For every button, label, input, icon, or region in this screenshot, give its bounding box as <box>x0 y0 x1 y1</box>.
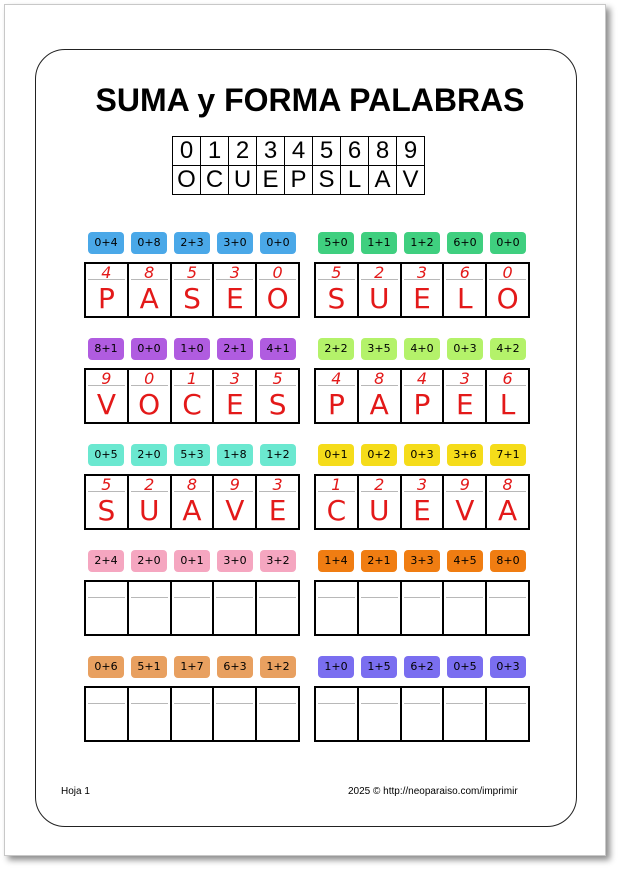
addition-tag: 3+2 <box>260 550 296 572</box>
addition-tag: 8+1 <box>88 338 124 360</box>
answer-letter: S <box>183 282 201 315</box>
answer-grid <box>314 686 530 742</box>
key-letter-cell: C <box>201 166 229 195</box>
key-letter-cell: A <box>369 166 397 195</box>
answer-cell[interactable] <box>316 476 359 528</box>
answer-number: 9 <box>459 475 470 494</box>
answer-letter: E <box>413 494 431 527</box>
cell-guide-line <box>131 703 168 704</box>
key-letter-cell: U <box>229 166 257 195</box>
cell-guide-line <box>489 597 526 598</box>
answer-number: 3 <box>416 475 428 494</box>
answer-number: 2 <box>144 475 155 494</box>
addition-tag: 1+2 <box>260 444 296 466</box>
answer-cell[interactable] <box>172 476 215 528</box>
answer-number: 2 <box>374 475 385 494</box>
answer-letter: A <box>139 282 159 315</box>
addition-tag: 0+2 <box>361 444 397 466</box>
answer-number: 3 <box>229 263 240 282</box>
answer-cell[interactable] <box>172 370 215 422</box>
cell-guide-line <box>88 703 125 704</box>
answer-letter: O <box>138 388 161 421</box>
answer-number: 0 <box>144 369 155 388</box>
addition-tag: 2+4 <box>88 550 124 572</box>
answer-cell[interactable] <box>172 688 215 740</box>
addition-tag: 0+3 <box>490 656 526 678</box>
cell-guide-line <box>489 703 526 704</box>
addition-tag: 4+1 <box>260 338 296 360</box>
answer-grid <box>84 474 300 530</box>
answer-cell[interactable] <box>316 370 359 422</box>
addition-tag: 2+1 <box>217 338 253 360</box>
key-letter-cell: E <box>257 166 285 195</box>
addition-tag: 0+8 <box>131 232 167 254</box>
answer-letter: L <box>499 388 516 421</box>
addition-tag: 0+3 <box>447 338 483 360</box>
cell-guide-line <box>318 597 355 598</box>
addition-tag: 2+0 <box>131 444 167 466</box>
answer-grid <box>84 686 300 742</box>
cell-guide-line <box>404 597 441 598</box>
answer-cell[interactable] <box>257 582 298 634</box>
answer-cell[interactable] <box>316 582 359 634</box>
addition-tag: 1+2 <box>404 232 440 254</box>
answer-number: 4 <box>416 369 428 388</box>
addition-tag: 0+5 <box>88 444 124 466</box>
answer-cell[interactable] <box>129 688 172 740</box>
answer-number: 8 <box>502 475 513 494</box>
cell-guide-line <box>361 597 398 598</box>
answer-number: 1 <box>186 369 198 388</box>
addition-tag: 2+2 <box>318 338 354 360</box>
addition-tag: 0+6 <box>88 656 124 678</box>
answer-cell[interactable] <box>172 264 215 316</box>
cell-guide-line <box>174 703 211 704</box>
answer-number: 5 <box>331 263 342 282</box>
addition-tag: 3+6 <box>447 444 483 466</box>
cipher-key-table <box>172 136 425 195</box>
key-digit-cell: 3 <box>257 137 285 166</box>
answer-cell[interactable] <box>402 264 445 316</box>
cell-guide-line <box>88 597 125 598</box>
answer-number: 0 <box>502 263 513 282</box>
addition-tag: 0+3 <box>404 444 440 466</box>
answer-letter: U <box>368 494 390 527</box>
answer-number: 9 <box>101 369 112 388</box>
cell-guide-line <box>216 597 253 598</box>
answer-letter: O <box>496 282 519 315</box>
answer-letter: S <box>268 388 287 421</box>
addition-tag: 5+1 <box>131 656 167 678</box>
addition-tag: 0+1 <box>318 444 354 466</box>
answer-cell[interactable] <box>444 370 487 422</box>
answer-grid <box>314 580 530 636</box>
key-letter-cell: S <box>313 166 341 195</box>
answer-grid <box>84 368 300 424</box>
answer-letter: S <box>327 282 346 315</box>
addition-tag: 0+4 <box>88 232 124 254</box>
addition-tag: 4+5 <box>447 550 483 572</box>
answer-cell[interactable] <box>487 476 528 528</box>
addition-tag: 5+3 <box>174 444 210 466</box>
cell-guide-line <box>404 703 441 704</box>
answer-cell[interactable] <box>86 370 129 422</box>
addition-tag: 6+2 <box>404 656 440 678</box>
answer-letter: C <box>182 388 202 421</box>
answer-letter: S <box>97 494 116 527</box>
key-digit-cell: 0 <box>173 137 201 166</box>
cell-guide-line <box>174 597 211 598</box>
addition-tag: 7+1 <box>490 444 526 466</box>
answer-cell[interactable] <box>129 264 172 316</box>
addition-tag: 0+0 <box>260 232 296 254</box>
answer-cell[interactable] <box>359 582 402 634</box>
addition-tag: 5+0 <box>318 232 354 254</box>
key-digit-cell: 6 <box>341 137 369 166</box>
answer-cell[interactable] <box>257 370 298 422</box>
answer-cell[interactable] <box>257 688 298 740</box>
key-digit-cell: 1 <box>201 137 229 166</box>
addition-tag: 1+0 <box>174 338 210 360</box>
answer-number: 3 <box>272 475 283 494</box>
cell-guide-line <box>318 703 355 704</box>
key-digit-cell: 4 <box>285 137 313 166</box>
answer-cell[interactable] <box>214 582 257 634</box>
key-digit-cell: 2 <box>229 137 257 166</box>
addition-tag: 3+3 <box>404 550 440 572</box>
answer-letter: E <box>268 494 287 527</box>
addition-tag: 6+0 <box>447 232 483 254</box>
answer-cell[interactable] <box>214 264 257 316</box>
answer-number: 8 <box>374 369 385 388</box>
footer-sheet-number: Hoja 1 <box>61 786 90 797</box>
addition-tag: 1+1 <box>361 232 397 254</box>
answer-letter: A <box>369 388 389 421</box>
answer-cell[interactable] <box>402 370 445 422</box>
answer-grid <box>84 262 300 318</box>
answer-cell[interactable] <box>257 264 298 316</box>
answer-number: 4 <box>331 369 342 388</box>
answer-cell[interactable] <box>487 688 528 740</box>
answer-number: 3 <box>416 263 428 282</box>
answer-grid <box>314 368 530 424</box>
answer-cell[interactable] <box>129 370 172 422</box>
addition-tag: 2+0 <box>131 550 167 572</box>
answer-letter: C <box>326 494 347 527</box>
answer-number: 5 <box>101 475 112 494</box>
page-title: SUMA y FORMA PALABRAS <box>95 82 525 118</box>
answer-letter: P <box>327 388 345 421</box>
cell-guide-line <box>446 597 483 598</box>
answer-cell[interactable] <box>86 688 129 740</box>
answer-letter: U <box>138 494 160 527</box>
addition-tag: 0+5 <box>447 656 483 678</box>
addition-tag: 8+0 <box>490 550 526 572</box>
addition-tag: 1+0 <box>318 656 354 678</box>
answer-letter: O <box>266 282 289 315</box>
answer-cell[interactable] <box>402 688 445 740</box>
answer-number: 6 <box>502 369 513 388</box>
answer-cell[interactable] <box>86 476 129 528</box>
key-letter-cell: V <box>397 166 425 195</box>
cipher-key-digits-row <box>173 137 425 166</box>
addition-tag: 1+4 <box>318 550 354 572</box>
answer-letter: U <box>368 282 390 315</box>
answer-cell[interactable] <box>172 582 215 634</box>
addition-tag: 0+0 <box>490 232 526 254</box>
answer-number: 6 <box>459 263 470 282</box>
key-letter-cell: L <box>341 166 369 195</box>
answer-letter: E <box>225 282 244 315</box>
answer-cell[interactable] <box>129 476 172 528</box>
answer-cell[interactable] <box>487 582 528 634</box>
answer-cell[interactable] <box>316 264 359 316</box>
answer-letter: P <box>413 388 431 421</box>
answer-cell[interactable] <box>487 370 528 422</box>
answer-cell[interactable] <box>214 370 257 422</box>
answer-number: 8 <box>144 263 155 282</box>
cell-guide-line <box>446 703 483 704</box>
addition-tag: 1+8 <box>217 444 253 466</box>
cell-guide-line <box>131 597 168 598</box>
answer-letter: V <box>225 494 245 527</box>
cipher-key-letters-row <box>173 166 425 195</box>
answer-number: 5 <box>186 263 198 282</box>
answer-number: 8 <box>186 475 198 494</box>
answer-cell[interactable] <box>359 688 402 740</box>
cell-guide-line <box>361 703 398 704</box>
answer-letter: V <box>455 494 475 527</box>
answer-cell[interactable] <box>444 688 487 740</box>
answer-letter: P <box>97 282 115 315</box>
answer-grid <box>314 262 530 318</box>
cell-guide-line <box>216 703 253 704</box>
cell-guide-line <box>259 703 296 704</box>
answer-cell[interactable] <box>86 582 129 634</box>
addition-tag: 0+1 <box>174 550 210 572</box>
answer-cell[interactable] <box>214 688 257 740</box>
answer-grid <box>84 580 300 636</box>
answer-cell[interactable] <box>359 370 402 422</box>
answer-cell[interactable] <box>444 476 487 528</box>
answer-letter: E <box>225 388 244 421</box>
answer-letter: V <box>96 388 116 421</box>
answer-cell[interactable] <box>359 264 402 316</box>
answer-letter: A <box>498 494 518 527</box>
answer-cell[interactable] <box>444 264 487 316</box>
addition-tag: 0+0 <box>131 338 167 360</box>
addition-tag: 6+3 <box>217 656 253 678</box>
answer-number: 1 <box>331 475 342 494</box>
answer-cell[interactable] <box>129 582 172 634</box>
addition-tag: 2+3 <box>174 232 210 254</box>
footer-credit: 2025 © http://neoparaiso.com/imprimir <box>348 786 518 797</box>
addition-tag: 3+0 <box>217 232 253 254</box>
answer-cell[interactable] <box>359 476 402 528</box>
answer-number: 5 <box>272 369 283 388</box>
answer-letter: E <box>413 282 431 315</box>
key-digit-cell: 5 <box>313 137 341 166</box>
key-letter-cell: O <box>173 166 201 195</box>
answer-number: 2 <box>374 263 385 282</box>
answer-cell[interactable] <box>402 582 445 634</box>
answer-letter: L <box>456 282 473 315</box>
addition-tag: 1+7 <box>174 656 210 678</box>
addition-tag: 1+5 <box>361 656 397 678</box>
answer-number: 3 <box>459 369 470 388</box>
addition-tag: 4+0 <box>404 338 440 360</box>
key-digit-cell: 8 <box>369 137 397 166</box>
cell-guide-line <box>259 597 296 598</box>
answer-number: 3 <box>229 369 240 388</box>
answer-number: 0 <box>272 263 283 282</box>
answer-letter: E <box>455 388 474 421</box>
addition-tag: 1+2 <box>260 656 296 678</box>
answer-cell[interactable] <box>86 264 129 316</box>
key-letter-cell: P <box>285 166 313 195</box>
answer-cell[interactable] <box>444 582 487 634</box>
answer-number: 4 <box>101 263 112 282</box>
addition-tag: 4+2 <box>490 338 526 360</box>
addition-tag: 3+5 <box>361 338 397 360</box>
answer-number: 9 <box>229 475 240 494</box>
answer-cell[interactable] <box>316 688 359 740</box>
answer-cell[interactable] <box>402 476 445 528</box>
answer-grid <box>314 474 530 530</box>
answer-cell[interactable] <box>487 264 528 316</box>
addition-tag: 3+0 <box>217 550 253 572</box>
answer-cell[interactable] <box>214 476 257 528</box>
addition-tag: 2+1 <box>361 550 397 572</box>
answer-letter: A <box>182 494 202 527</box>
key-digit-cell: 9 <box>397 137 425 166</box>
answer-cell[interactable] <box>257 476 298 528</box>
